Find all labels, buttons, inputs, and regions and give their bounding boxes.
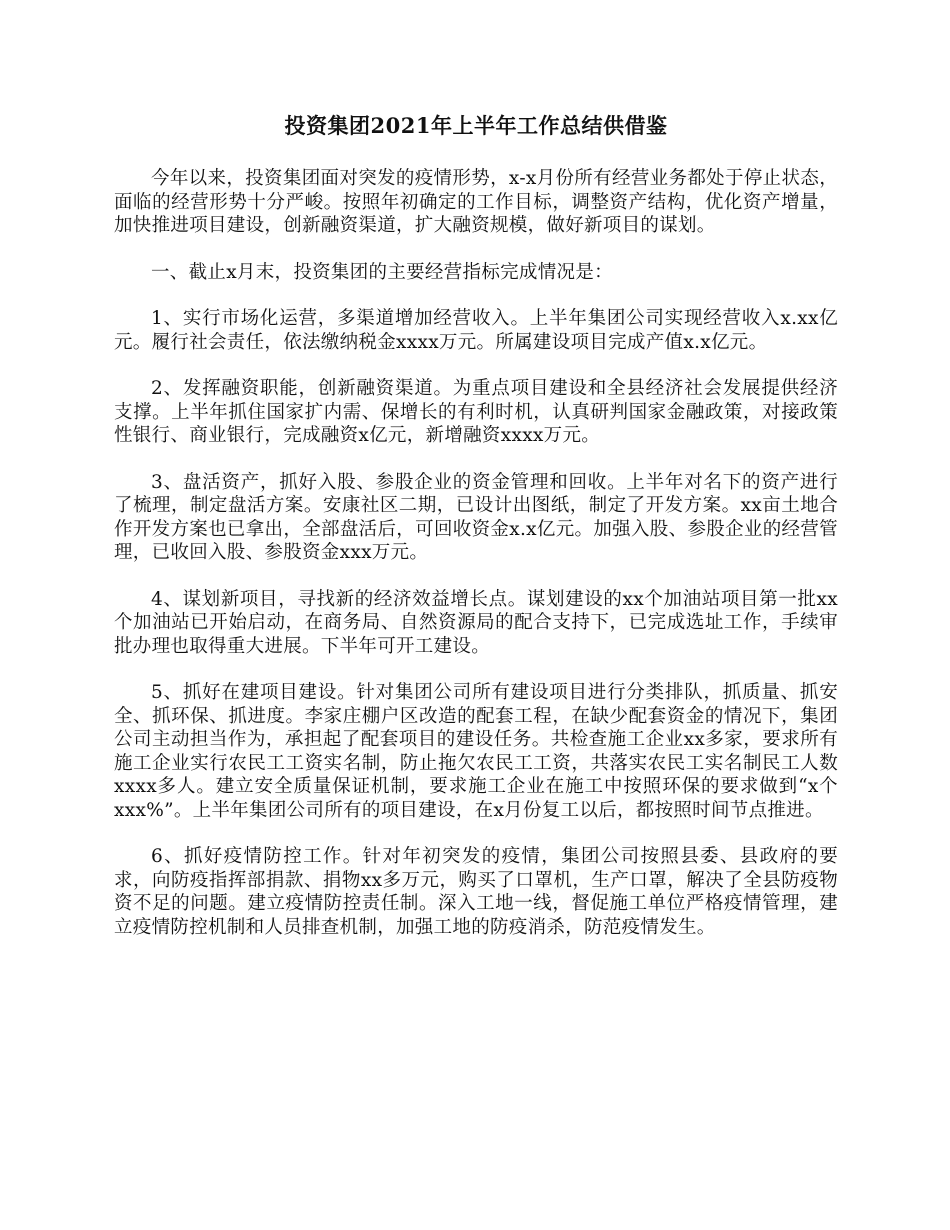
- document-title: 投资集团2021年上半年工作总结供借鉴: [284, 113, 668, 138]
- paragraph-item-5: 5、抓好在建项目建设。针对集团公司所有建设项目进行分类排队，抓质量、抓安全、抓环保、抓进度。李家庄棚户区改造的配套工程，在缺少配套资金的情况下，集团公司主动担当作为，承担起了配套项目的建设任务。共检查施工企业xx多家，要求所有施工企业实行农民工工资实名制，防止拖欠农民工工资，共落实农民工实名制民工人数xxxx多人。建立安全质量保证机制，要求施工企业在施工中按照环保的要求做到“x个xxx%”。上半年集团公司所有的项目建设，在x月份复工以后，都按照时间节点推进。: [114, 682, 838, 821]
- paragraph-item-1: 1、实行市场化运营，多渠道增加经营收入。上半年集团公司实现经营收入x.xx亿元。履行社会责任，依法缴纳税金xxxx万元。所属建设项目完成产值x.x亿元。: [114, 308, 838, 353]
- paragraph-section-heading: 一、截止x月末，投资集团的主要经营指标完成情况是：: [151, 261, 613, 283]
- paragraph-item-3: 3、盘活资产，抓好入股、参股企业的资金管理和回收。上半年对名下的资产进行了梳理，制定盘活方案。安康社区二期，已设计出图纸，制定了开发方案。xx亩土地合作开发方案也已拿出，全部盘活后，可回收资金x.x亿元。加强入股、参股企业的经营管理，已收回入股、参股资金xxx万元。: [114, 471, 838, 563]
- paragraph-item-2: 2、发挥融资职能，创新融资渠道。为重点项目建设和全县经济社会发展提供经济支撑。上半年抓住国家扩内需、保增长的有利时机，认真研判国家金融政策，对接政策性银行、商业银行，完成融资x亿元，新增融资xxxx万元。: [114, 378, 838, 446]
- paragraph-item-6: 6、抓好疫情防控工作。针对年初突发的疫情，集团公司按照县委、县政府的要求，向防疫指挥部捐款、捐物xx多万元，购买了口罩机，生产口罩，解决了全县防疫物资不足的问题。建立疫情防控责任制。深入工地一线，督促施工单位严格疫情管理，建立疫情防控机制和人员排查机制，加强工地的防疫消杀，防范疫情发生。: [114, 846, 838, 938]
- paragraph-intro: 今年以来，投资集团面对突发的疫情形势，x-x月份所有经营业务都处于停止状态，面临的经营形势十分严峻。按照年初确定的工作目标，调整资产结构，优化资产增量，加快推进项目建设，创新融资渠道，扩大融资规模，做好新项目的谋划。: [114, 168, 838, 236]
- document-page: [114, 110, 838, 962]
- paragraph-item-4: 4、谋划新项目，寻找新的经济效益增长点。谋划建设的xx个加油站项目第一批xx个加油站已开始启动，在商务局、自然资源局的配合支持下，已完成选址工作，手续审批办理也取得重大进展。下半年可开工建设。: [114, 588, 838, 657]
